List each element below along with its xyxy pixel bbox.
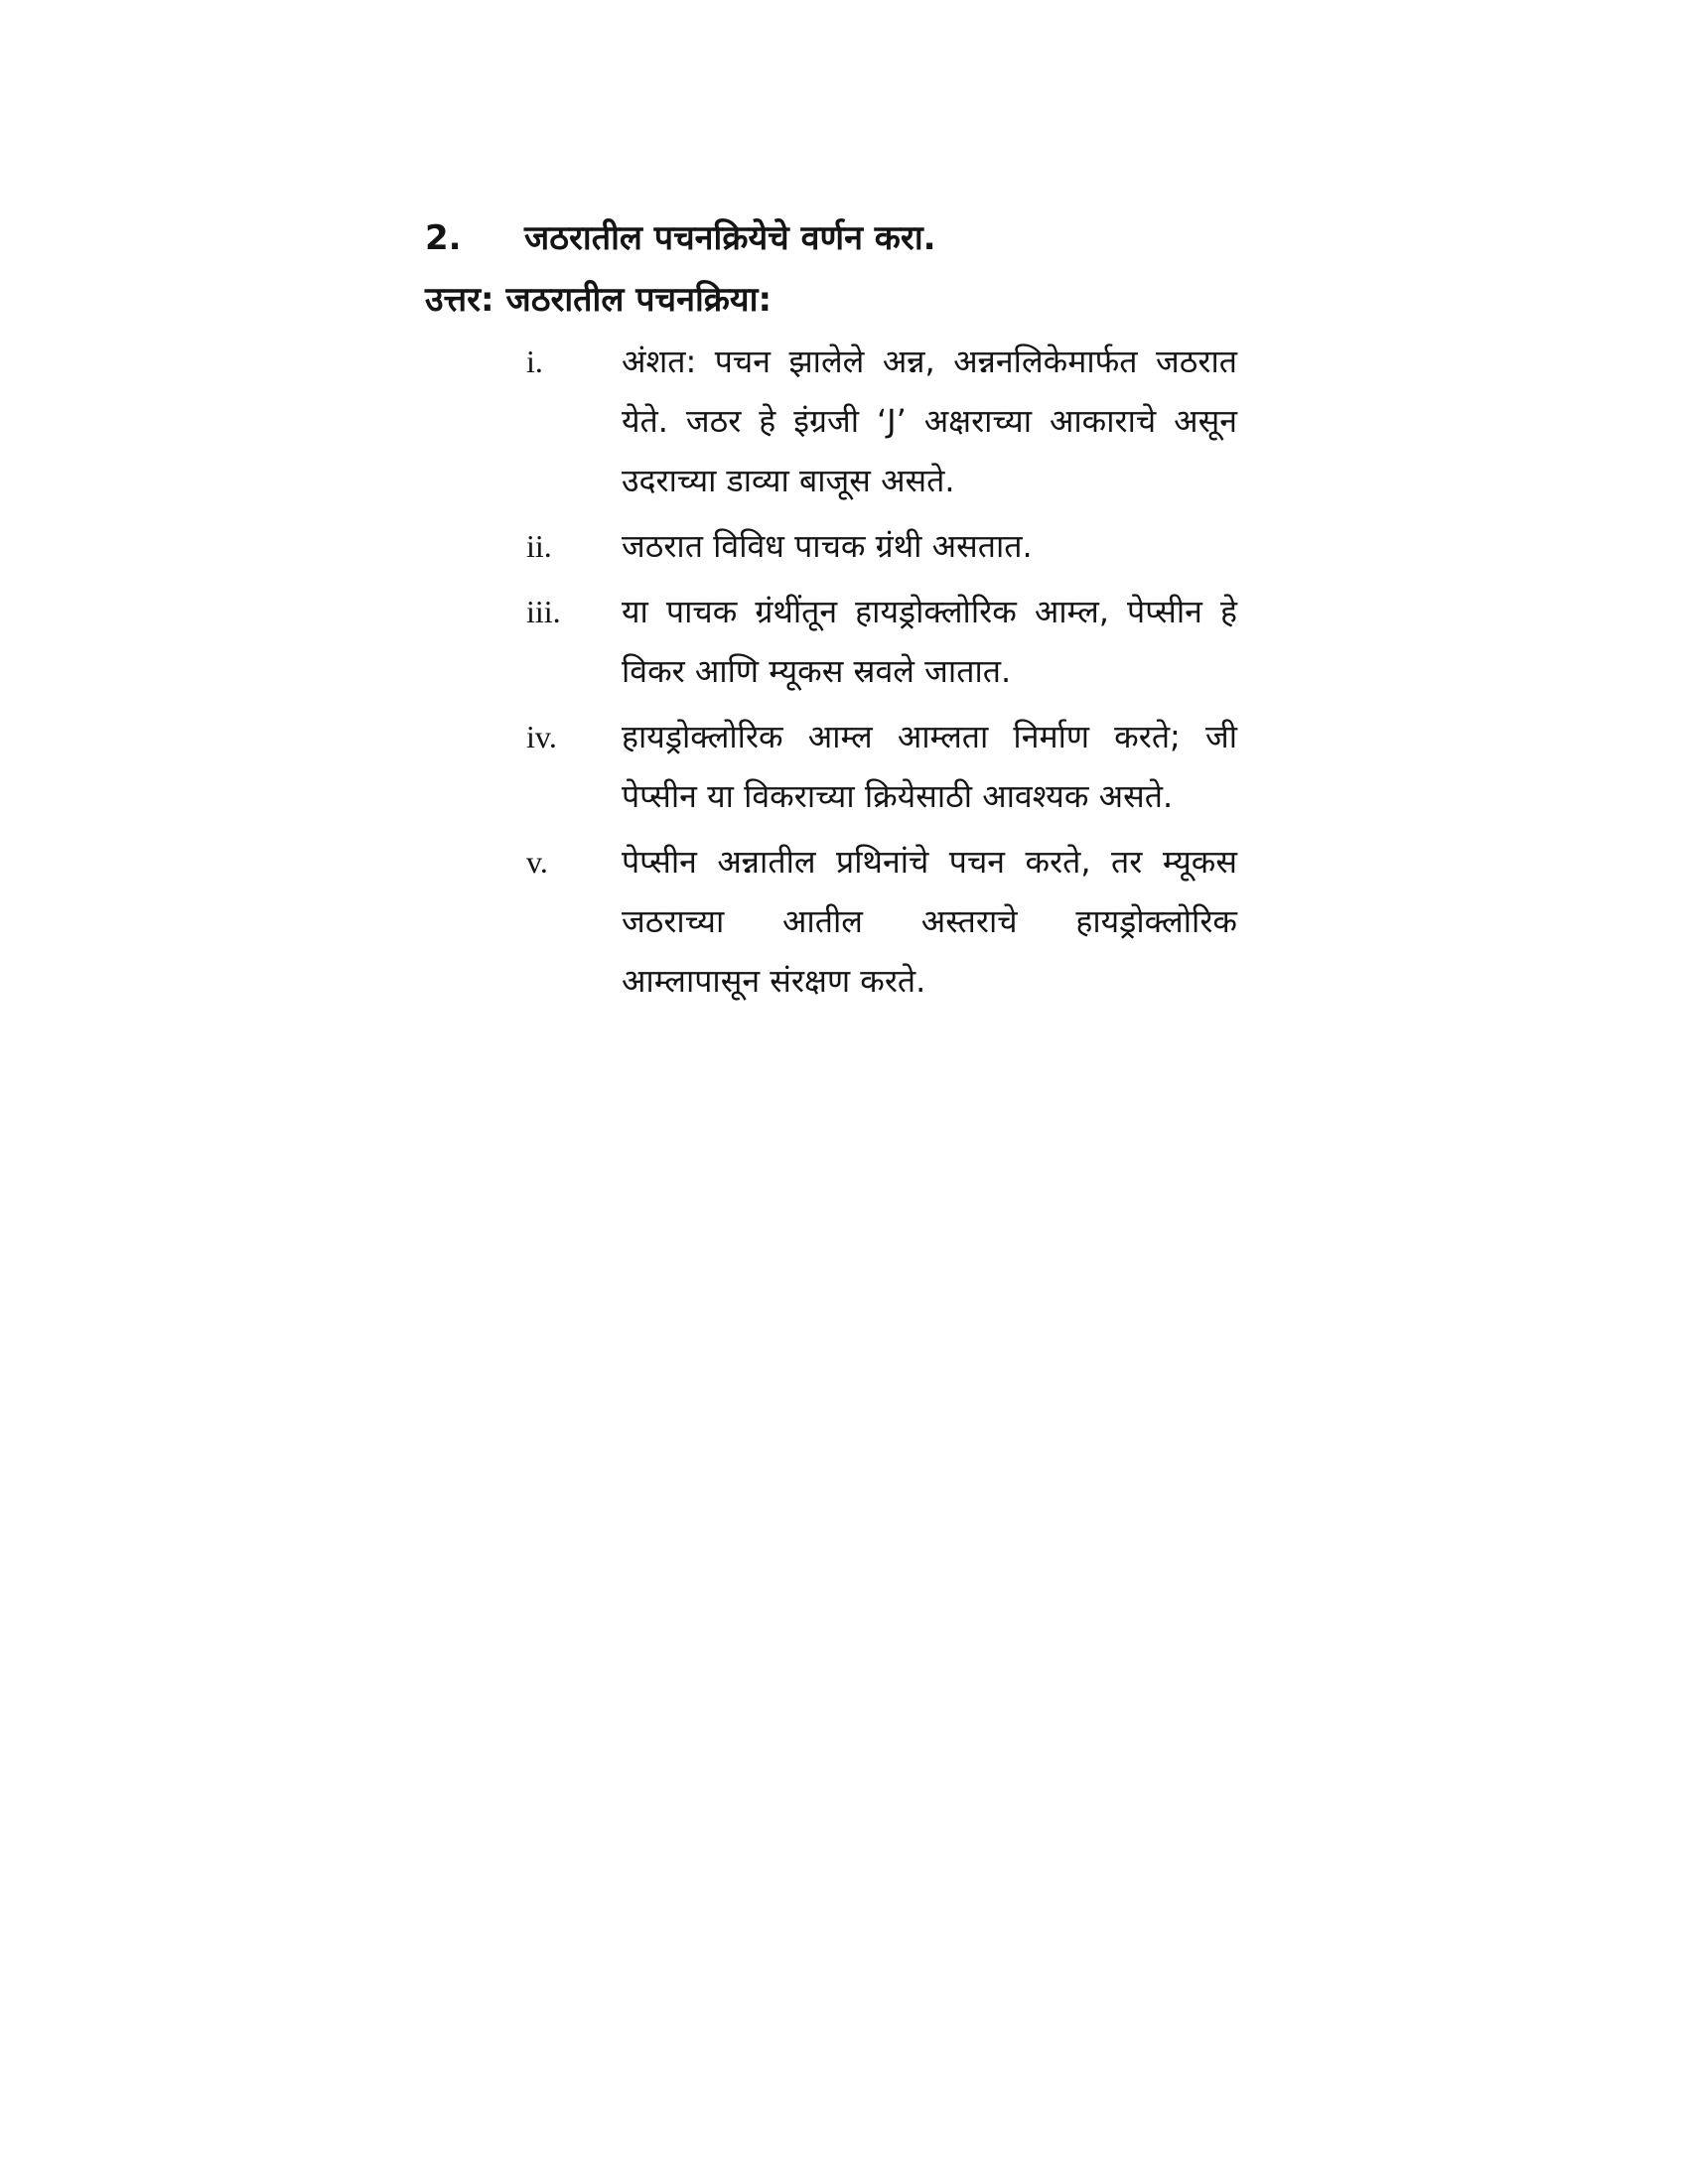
item-text: हायड्रोक्लोरिक आम्ल आम्लता निर्माण करते; जी पेप्सीन या विकराच्या क्रियेसाठी आवश्यक असते. <box>622 718 1237 815</box>
item-text: या पाचक ग्रंथींतून हायड्रोक्लोरिक आम्ल, पेप्सीन हे विकर आणि म्यूकस स्रवले जातात. <box>622 593 1237 690</box>
question-line <box>425 208 1319 268</box>
answer-item <box>526 832 1241 1011</box>
answer-list <box>526 332 1241 1017</box>
answer-item <box>526 516 1241 576</box>
item-numeral: ii. <box>526 528 552 564</box>
item-text: पेप्सीन अन्नातील प्रथिनांचे पचन करते, तर म्यूकस जठराच्या आतील अस्तराचे हायड्रोक्लोरिक आम्लापासून संरक्षण करते. <box>622 843 1237 1000</box>
item-numeral: iii. <box>526 594 561 629</box>
answer-heading: उत्तर: जठरातील पचनक्रिया: <box>425 280 773 320</box>
answer-item <box>526 332 1241 510</box>
item-text: अंशत: पचन झालेले अन्न, अन्ननलिकेमार्फत जठरात येते. जठर हे इंग्रजी ‘J’ अक्षराच्या आकाराचे असून उदराच्या डाव्या बाजूस असते. <box>622 342 1237 499</box>
item-numeral: i. <box>526 343 543 379</box>
answer-item <box>526 582 1241 701</box>
question-number: 2. <box>425 218 462 258</box>
answer-item <box>526 707 1241 826</box>
item-text: जठरात विविध पाचक ग्रंथी असतात. <box>622 527 1033 565</box>
question-text: जठरातील पचनक्रियेचे वर्णन करा. <box>524 218 936 258</box>
item-numeral: v. <box>526 844 548 880</box>
item-numeral: iv. <box>526 719 557 754</box>
